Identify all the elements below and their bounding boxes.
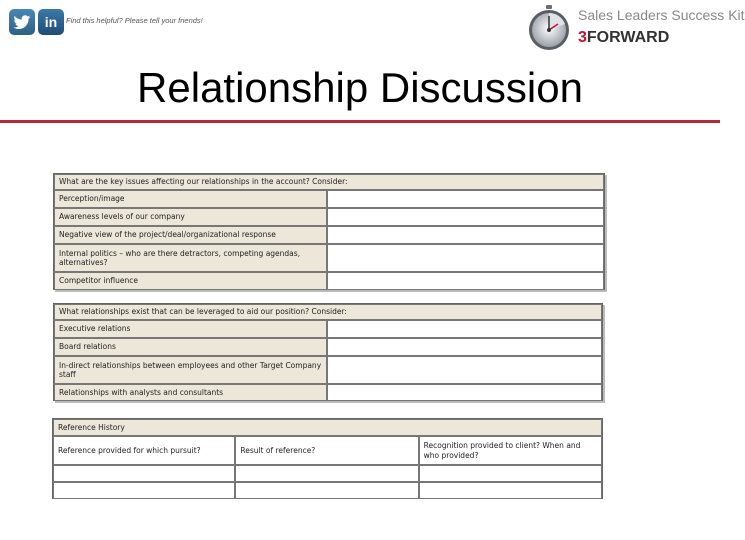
table-row-label: Negative view of the project/deal/organizational response [54, 226, 327, 244]
table-cell-input[interactable] [53, 482, 235, 499]
leverage-relationships-header: What relationships exist that can be leveraged to aid our position? Consider: [54, 304, 602, 320]
reference-column-result: Result of reference? [235, 436, 418, 465]
table-row-input[interactable] [327, 226, 604, 244]
table-row-input[interactable] [327, 338, 602, 356]
table-row-label: Board relations [54, 338, 327, 356]
stopwatch-icon [525, 4, 573, 52]
table-row-input[interactable] [327, 320, 602, 338]
reference-column-pursuit: Reference provided for which pursuit? [53, 436, 235, 465]
share-prompt: Find this helpful? Please tell your friends! [66, 16, 203, 25]
brand-company-prefix: 3 [578, 29, 587, 46]
table-cell-input[interactable] [53, 465, 235, 482]
table-row-label: Relationships with analysts and consultants [54, 384, 327, 401]
table-row-label: Awareness levels of our company [54, 208, 327, 226]
table-cell-input[interactable] [235, 482, 418, 499]
brand-company-name [578, 29, 669, 47]
linkedin-glyph: in [44, 14, 58, 30]
title-divider [0, 120, 720, 123]
table-row-input[interactable] [327, 356, 602, 384]
brand-company-rest: FORWARD [586, 29, 670, 46]
twitter-bird-glyph [13, 15, 31, 30]
linkedin-icon[interactable] [38, 9, 64, 35]
table-row-label: Perception/image [54, 190, 327, 208]
table-row-label: Competitor influence [54, 272, 327, 290]
key-issues-header: What are the key issues affecting our relationships in the account? Consider: [54, 174, 604, 190]
table-cell-input[interactable] [419, 465, 602, 482]
table-row-input[interactable] [327, 190, 604, 208]
key-issues-table [53, 173, 605, 290]
table-row-label: In-direct relationships between employees and other Target Company staff [54, 356, 327, 384]
reference-history-table [52, 418, 603, 499]
twitter-icon[interactable] [9, 9, 35, 35]
table-row-label: Executive relations [54, 320, 327, 338]
leverage-relationships-table [53, 303, 603, 401]
reference-history-header: Reference History [53, 419, 602, 436]
brand-logo [525, 4, 745, 52]
table-row-input[interactable] [327, 208, 604, 226]
table-row-input[interactable] [327, 384, 602, 401]
table-cell-input[interactable] [235, 465, 418, 482]
reference-column-recognition: Recognition provided to client? When and who provided? [419, 436, 602, 465]
page-title: Relationship Discussion [137, 64, 583, 111]
table-row-label: Internal politics – who are there detractors, competing agendas, alternatives? [54, 244, 327, 272]
table-cell-input[interactable] [419, 482, 602, 499]
social-share-bar [9, 9, 64, 35]
table-row-input[interactable] [327, 244, 604, 272]
table-row-input[interactable] [327, 272, 604, 290]
brand-kit-name: Sales Leaders Success Kit [578, 7, 745, 23]
